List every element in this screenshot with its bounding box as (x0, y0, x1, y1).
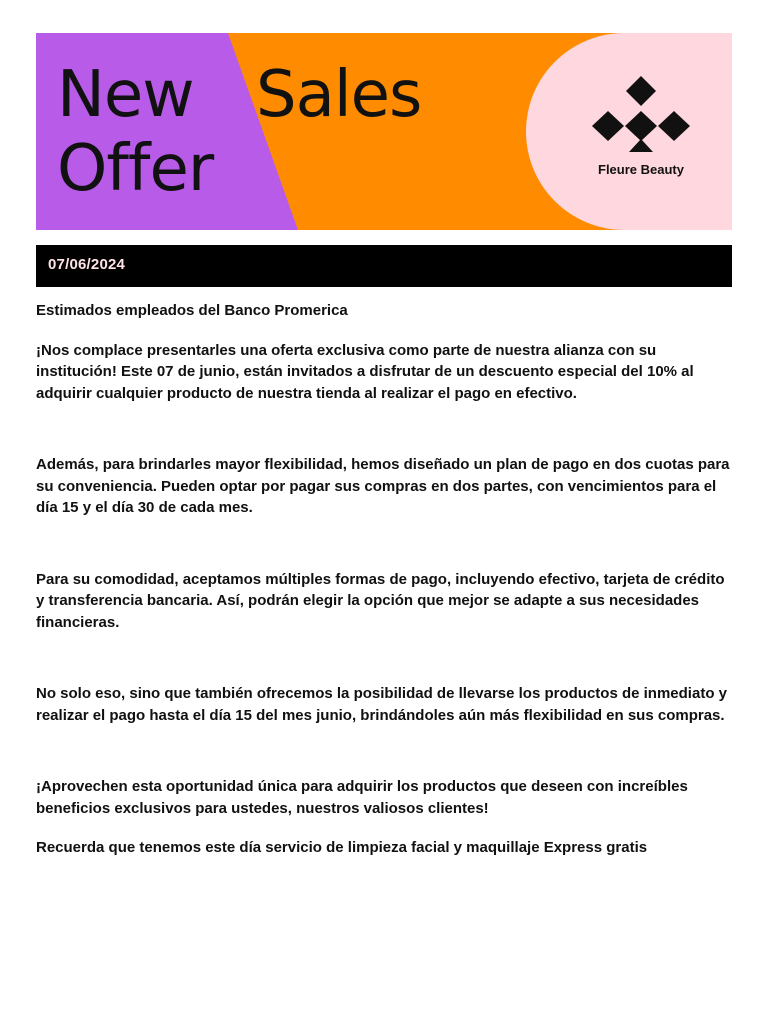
payment-methods-paragraph: Para su comodidad, aceptamos múltiples formas de pago, incluyendo efectivo, tarjeta de crédito y transferencia bancaria. Así, podrán elegir la opción que mejor se adapte a sus necesidades financieras. (36, 570, 725, 631)
offer-paragraph: ¡Nos complace presentarles una oferta exclusiva como parte de nuestra alianza con su institución! Este 07 de junio, están invitados a disfrutar de un descuento especial del 10% al adquirir cualquier producto de nuestra tienda al realizar el pago en efectivo. (36, 341, 694, 402)
brand-name: Fleure Beauty (598, 162, 684, 177)
offer-date: 07/06/2024 (48, 256, 126, 273)
letter-content (36, 300, 732, 859)
benefits-paragraph: ¡Aprovechen esta oportunidad única para adquirir los productos que deseen con increíbles beneficios exclusivos para ustedes, nuestros valiosos clientes! (36, 778, 688, 817)
title-word-offer: Offer (57, 132, 214, 206)
title-word-sales: Sales (256, 58, 422, 132)
diamond-cluster-icon (591, 76, 691, 156)
free-service-paragraph: Recuerda que tenemos este día servicio de limpieza facial y maquillaje Express gratis (36, 839, 648, 856)
payment-plan-paragraph: Además, para brindarles mayor flexibilidad, hemos diseñado un plan de pago en dos cuotas para su conveniencia. Pueden optar por pagar sus compras en dos partes, con vencimientos para el día 15 y el día 30 de cada mes. (36, 456, 730, 516)
date-bar (36, 245, 732, 287)
offer-header (36, 33, 732, 230)
delivery-paragraph: No solo eso, sino que también ofrecemos la posibilidad de llevarse los productos de inmediato y realizar el pago hasta el día 15 del mes junio, brindándoles aún más flexibilidad en sus compras. (36, 685, 727, 724)
title-word-new: New (57, 58, 194, 132)
greeting-line: Estimados empleados del Banco Promerica (36, 302, 348, 319)
